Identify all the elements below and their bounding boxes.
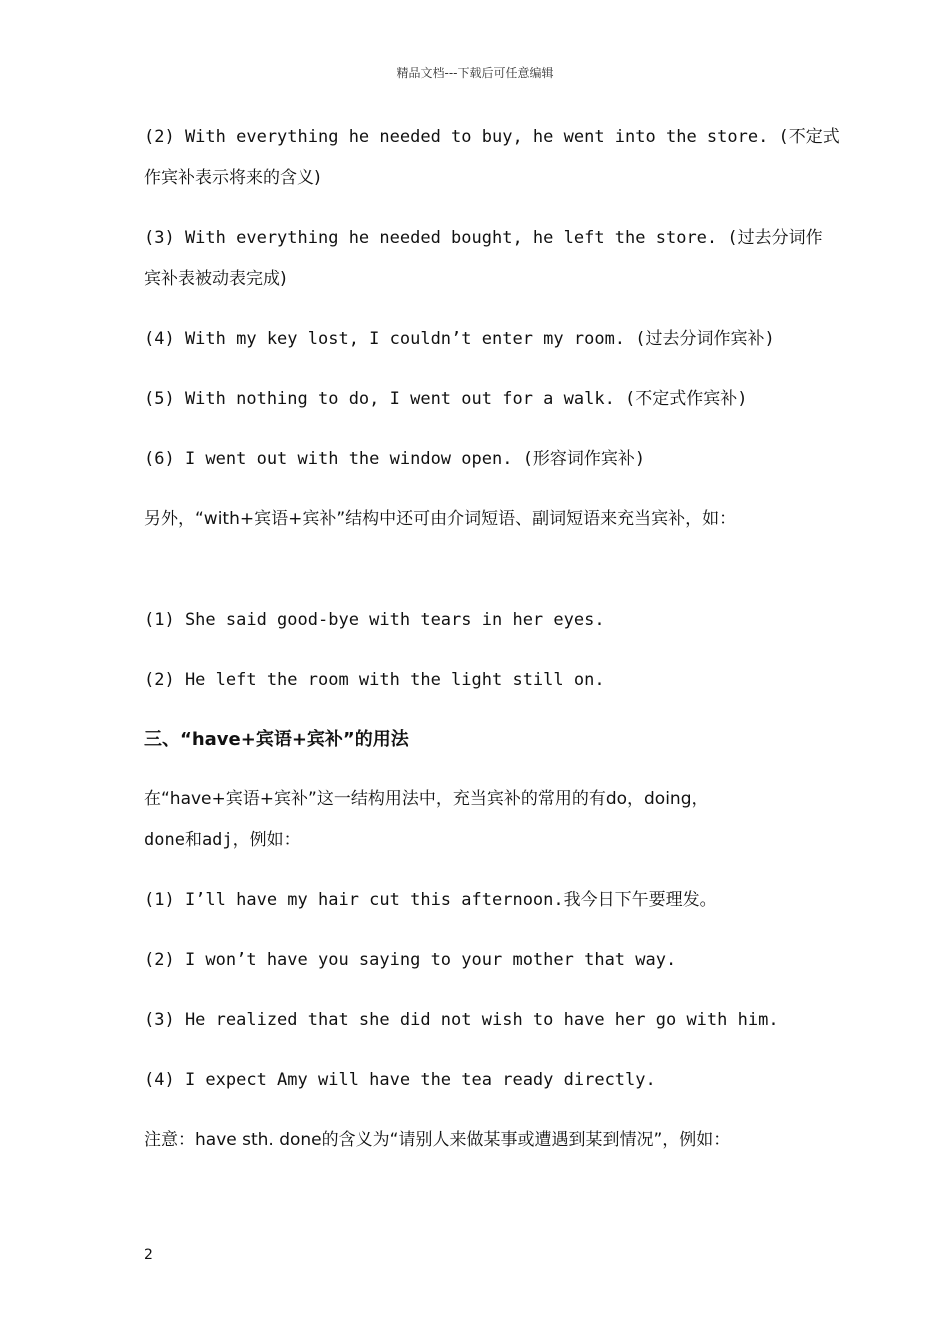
example-line: (2) He left the room with the light still on. xyxy=(144,670,605,690)
section-heading: 三、“have+宾语+宾补”的用法 xyxy=(144,729,409,750)
example-line: 宾补表被动表完成) xyxy=(144,269,287,289)
note-line: 注意：have sth. done的含义为“请别人来做某事或遭遇到某到情况”，例如： xyxy=(144,1130,731,1150)
example-line: (5) With nothing to do, I went out for a walk. (不定式作宾补) xyxy=(144,389,748,409)
example-line: (4) With my key lost, I couldn’t enter my room. (过去分词作宾补) xyxy=(144,329,775,349)
page-header: 精品文档---下载后可任意编辑 xyxy=(396,66,554,80)
example-line: (1) I’ll have my hair cut this afternoon.我今日下午要理发。 xyxy=(144,890,717,910)
example-line: (1) She said good-bye with tears in her eyes. xyxy=(144,610,605,630)
example-line: (2) I won’t have you saying to your mother that way. xyxy=(144,950,677,970)
paragraph-line: 另外，“with+宾语+宾补”结构中还可由介词短语、副词短语来充当宾补，如： xyxy=(144,509,737,529)
paragraph-line: 在“have+宾语+宾补”这一结构用法中，充当宾补的常用的有do，doing， xyxy=(144,789,709,809)
example-line: (3) With everything he needed bought, he left the store. (过去分词作 xyxy=(144,228,823,248)
example-line: (2) With everything he needed to buy, he went into the store. (不定式 xyxy=(144,127,840,147)
paragraph-line: done和adj，例如： xyxy=(144,830,301,850)
example-line: (4) I expect Amy will have the tea ready directly. xyxy=(144,1070,656,1090)
example-line: (3) He realized that she did not wish to have her go with him. xyxy=(144,1010,779,1030)
page-number: 2 xyxy=(144,1247,153,1263)
example-line: (6) I went out with the window open. (形容词作宾补) xyxy=(144,449,646,469)
example-line: 作宾补表示将来的含义) xyxy=(144,168,321,188)
